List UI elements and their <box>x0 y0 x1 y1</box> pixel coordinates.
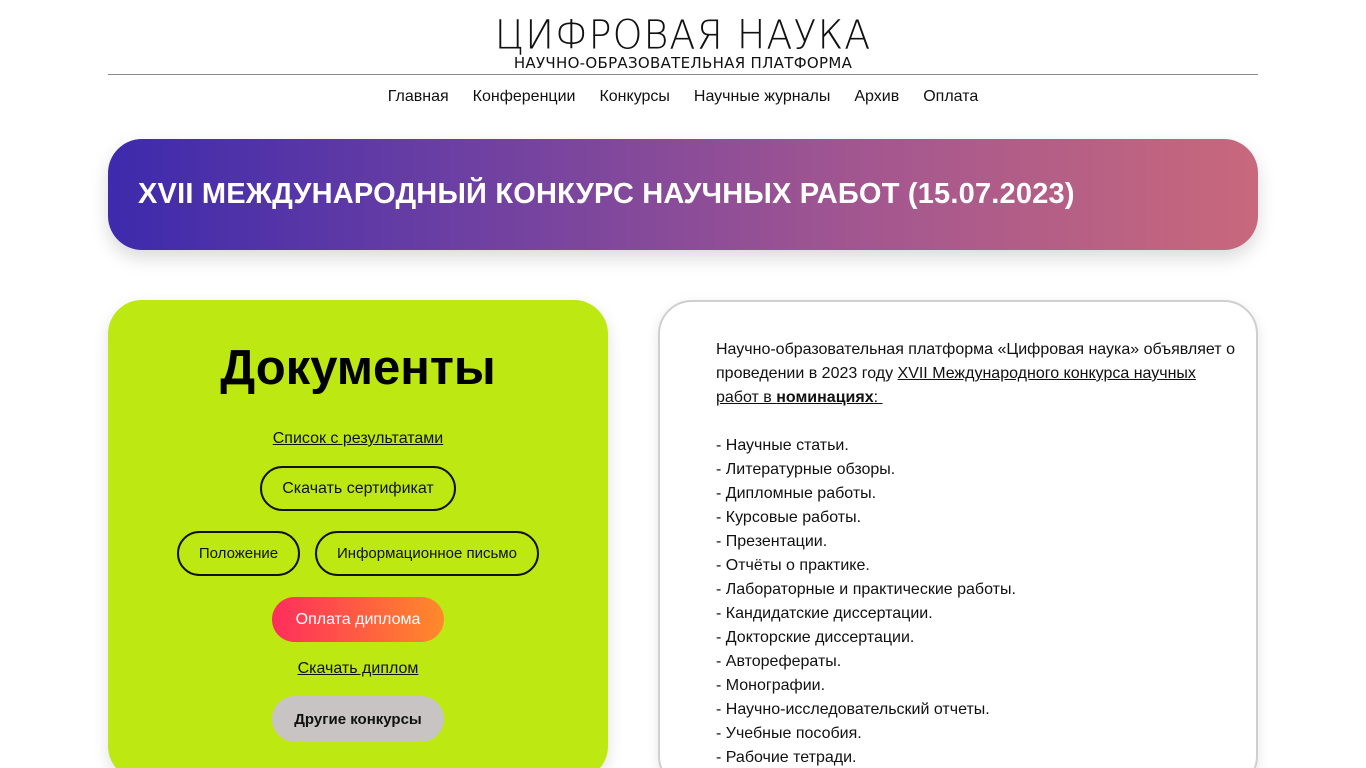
contest-name-link[interactable]: XVII Международного конкурса научных работ в номинациях: <box>716 365 1196 406</box>
intro-text: Научно-образовательная платформа «Цифровая наука» объявляет о проведении в 2023 году <box>716 341 1235 382</box>
results-list-link[interactable]: Список с результатами <box>272 430 444 447</box>
logo-title: ЦИФРОВАЯ НАУКА <box>494 11 872 59</box>
logo-subtitle: НАУЧНО-ОБРАЗОВАТЕЛЬНАЯ ПЛАТФОРМА <box>513 54 853 72</box>
nominations-list <box>716 434 1236 768</box>
list-item: - Курсовые работы. <box>716 509 862 526</box>
nav-item-contests[interactable]: Конкурсы <box>599 88 670 105</box>
download-diploma-link[interactable]: Скачать диплом <box>297 660 419 677</box>
list-item: - Авторефераты. <box>716 653 842 670</box>
contest-info-card <box>658 300 1258 768</box>
list-item: - Презентации. <box>716 533 828 550</box>
hero-banner <box>108 139 1258 250</box>
nav-item-journals[interactable]: Научные журналы <box>693 88 831 105</box>
contest-description <box>716 338 1236 768</box>
list-item: - Литературные обзоры. <box>716 461 896 478</box>
site-logo[interactable] <box>0 11 1366 72</box>
regulation-button[interactable]: Положение <box>177 531 300 576</box>
other-contests-button[interactable]: Другие конкурсы <box>272 696 444 742</box>
list-item: - Рабочие тетради. <box>716 749 857 766</box>
nav-item-home[interactable]: Главная <box>387 88 449 105</box>
list-item: - Лабораторные и практические работы. <box>716 581 1016 598</box>
nav-item-conferences[interactable]: Конференции <box>472 88 576 105</box>
list-item: - Докторские диссертации. <box>716 629 915 646</box>
list-item: - Дипломные работы. <box>716 485 877 502</box>
header-divider <box>108 74 1258 75</box>
info-letter-button[interactable]: Информационное письмо <box>315 531 539 576</box>
list-item: - Научные статьи. <box>716 437 849 454</box>
page-title: XVII МЕЖДУНАРОДНЫЙ КОНКУРС НАУЧНЫХ РАБОТ (15.07.2023) <box>138 178 1075 210</box>
main-nav <box>0 87 1366 107</box>
nav-item-payment[interactable]: Оплата <box>923 88 979 105</box>
nav-item-archive[interactable]: Архив <box>854 88 900 105</box>
documents-title: Документы <box>220 341 496 395</box>
pay-diploma-button[interactable]: Оплата диплома <box>272 597 444 642</box>
list-item: - Отчёты о практике. <box>716 557 870 574</box>
documents-card <box>108 300 608 768</box>
download-certificate-button[interactable]: Скачать сертификат <box>260 466 456 511</box>
list-item: - Научно-исследовательский отчеты. <box>716 701 990 718</box>
list-item: - Учебные пособия. <box>716 725 862 742</box>
list-item: - Монографии. <box>716 677 826 694</box>
list-item: - Кандидатские диссертации. <box>716 605 933 622</box>
